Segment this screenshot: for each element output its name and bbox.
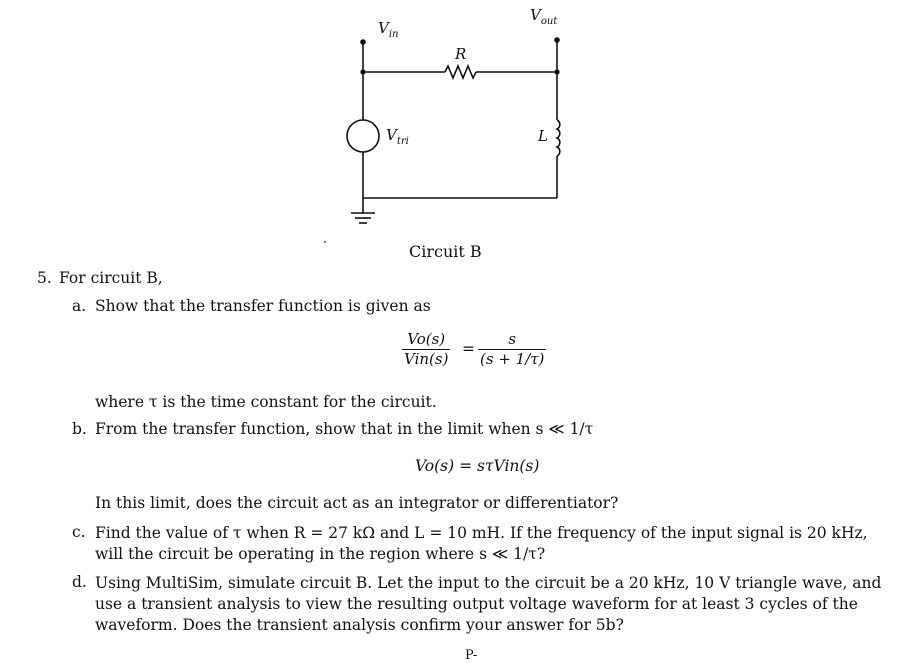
part-a-after: where τ is the time constant for the circuit. <box>95 393 437 411</box>
part-a-text: Show that the transfer function is given as <box>95 297 431 315</box>
inductor-label: L <box>538 127 548 145</box>
node-right-junction <box>554 69 559 74</box>
source-label: $V_{tri}$ <box>386 126 409 147</box>
circuit-caption: Circuit B <box>409 242 482 261</box>
vout-terminal-dot <box>554 37 560 43</box>
transfer-rhs-denominator: (s + 1/τ) <box>480 350 545 368</box>
resistor-symbol <box>445 66 476 78</box>
part-b-text: From the transfer function, show that in the limit when s ≪ 1/τ <box>95 420 594 438</box>
part-b-followup: In this limit, does the circuit act as an integrator or differentiator? <box>95 494 619 512</box>
transfer-numerator: Vo(s) <box>402 330 450 350</box>
part-d-text: Using MultiSim, simulate circuit B. Let the input to the circuit be a 20 kHz, 10 V triangle wave, and use a transient analysis to view the resulting output voltage waveform for at least 3 cycles of the waveform. Does the transient analysis confirm your answer for 5b? <box>95 574 882 634</box>
transfer-equals: = <box>462 340 475 358</box>
inductor-symbol <box>557 120 560 156</box>
triangle-source-symbol <box>347 120 379 152</box>
vout-label: $V_{out}$ <box>530 6 558 27</box>
transfer-fraction-left <box>402 330 450 369</box>
stray-dot <box>324 241 326 243</box>
part-d-marker: d. <box>72 573 87 591</box>
part-b-equation: Vo(s) = sτVin(s) <box>415 457 540 475</box>
transfer-denominator: Vin(s) <box>404 350 449 368</box>
part-c-marker: c. <box>72 523 86 541</box>
node-left-junction <box>360 69 365 74</box>
vin-label: $V_{in}$ <box>378 19 399 40</box>
transfer-fraction-right <box>478 330 546 369</box>
resistor-label: R <box>455 45 467 63</box>
part-a-marker: a. <box>72 297 87 315</box>
part-c-text: Find the value of τ when R = 27 kΩ and L = 10 mH. If the frequency of the input signal is 20 kHz, will the circuit be operating in the region where s ≪ 1/τ? <box>95 524 868 563</box>
circuit-b-diagram <box>0 0 910 270</box>
page-footer-fragment: P- <box>465 648 478 663</box>
part-b-marker: b. <box>72 420 87 438</box>
problem-intro: For circuit B, <box>59 269 163 287</box>
transfer-rhs-numerator: s <box>478 330 546 350</box>
problem-number: 5. <box>37 269 52 287</box>
vin-terminal-dot <box>360 39 366 45</box>
